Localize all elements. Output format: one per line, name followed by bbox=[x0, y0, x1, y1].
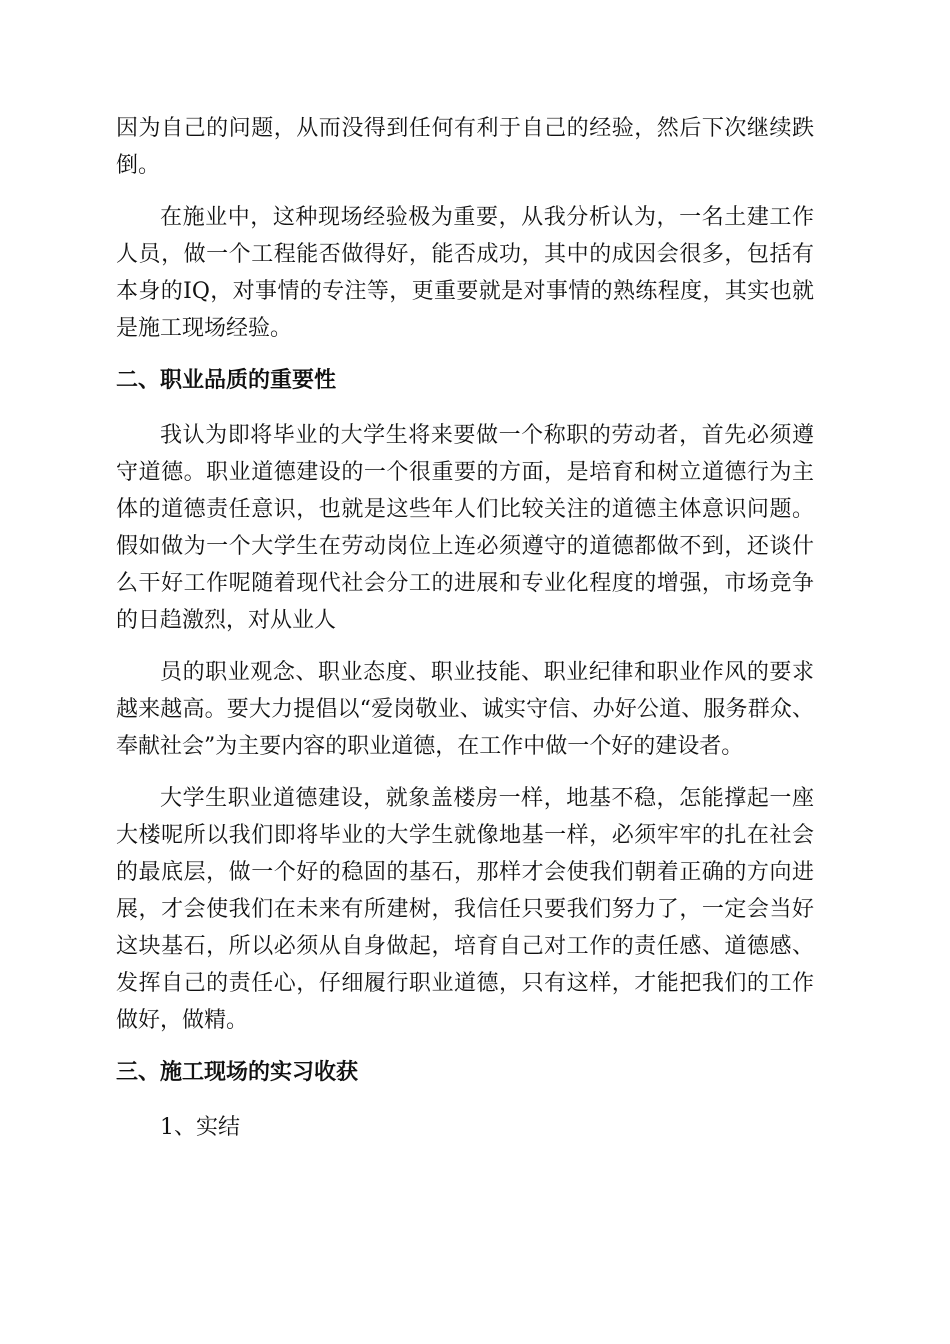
paragraph-continuation: 因为自己的问题，从而没得到任何有利于自己的经验，然后下次继续跌倒。 bbox=[116, 116, 814, 178]
list-item: 1、实结 bbox=[160, 1115, 240, 1140]
section-heading-site-gains: 三、施工现场的实习收获 bbox=[116, 1060, 359, 1085]
paragraph-ethics-3: 大学生职业道德建设，就象盖楼房一样，地基不稳，怎能撑起一座大楼呢所以我们即将毕业的大学生就像地基一样，必须牢牢的扎在社会的最底层，做一个好的稳固的基石，那样才会使我们朝着正确的方向进展，才会使我们在未来有所建树，我信任只要我们努力了，一定会当好这块基石，所以必须从自身做起，培育自己对工作的责任感、道德感、发挥自己的责任心，仔细履行职业道德，只有这样，才能把我们的工作做好，做精。 bbox=[116, 786, 814, 1033]
paragraph-ethics-2: 员的职业观念、职业态度、职业技能、职业纪律和职业作风的要求越来越高。要大力提倡以“爱岗敬业、诚实守信、办好公道、服务群众、奉献社会”为主要内容的职业道德，在工作中做一个好的建设者。 bbox=[116, 660, 814, 759]
paragraph-site-experience: 在施业中，这种现场经验极为重要，从我分析认为，一名土建工作人员，做一个工程能否做得好，能否成功，其中的成因会很多，包括有本身的IQ，对事情的专注等，更重要就是对事情的熟练程度，其实也就是施工现场经验。 bbox=[116, 205, 814, 341]
section-heading-professional-quality: 二、职业品质的重要性 bbox=[116, 368, 337, 393]
paragraph-ethics-1: 我认为即将毕业的大学生将来要做一个称职的劳动者，首先必须遵守道德。职业道德建设的一个很重要的方面，是培育和树立道德行为主体的道德责任意识，也就是这些年人们比较关注的道德主体意识问题。假如做为一个大学生在劳动岗位上连必须遵守的道德都做不到，还谈什么干好工作呢随着现代社会分工的进展和专业化程度的增强，市场竞争的日趋激烈，对从业人 bbox=[116, 423, 814, 633]
